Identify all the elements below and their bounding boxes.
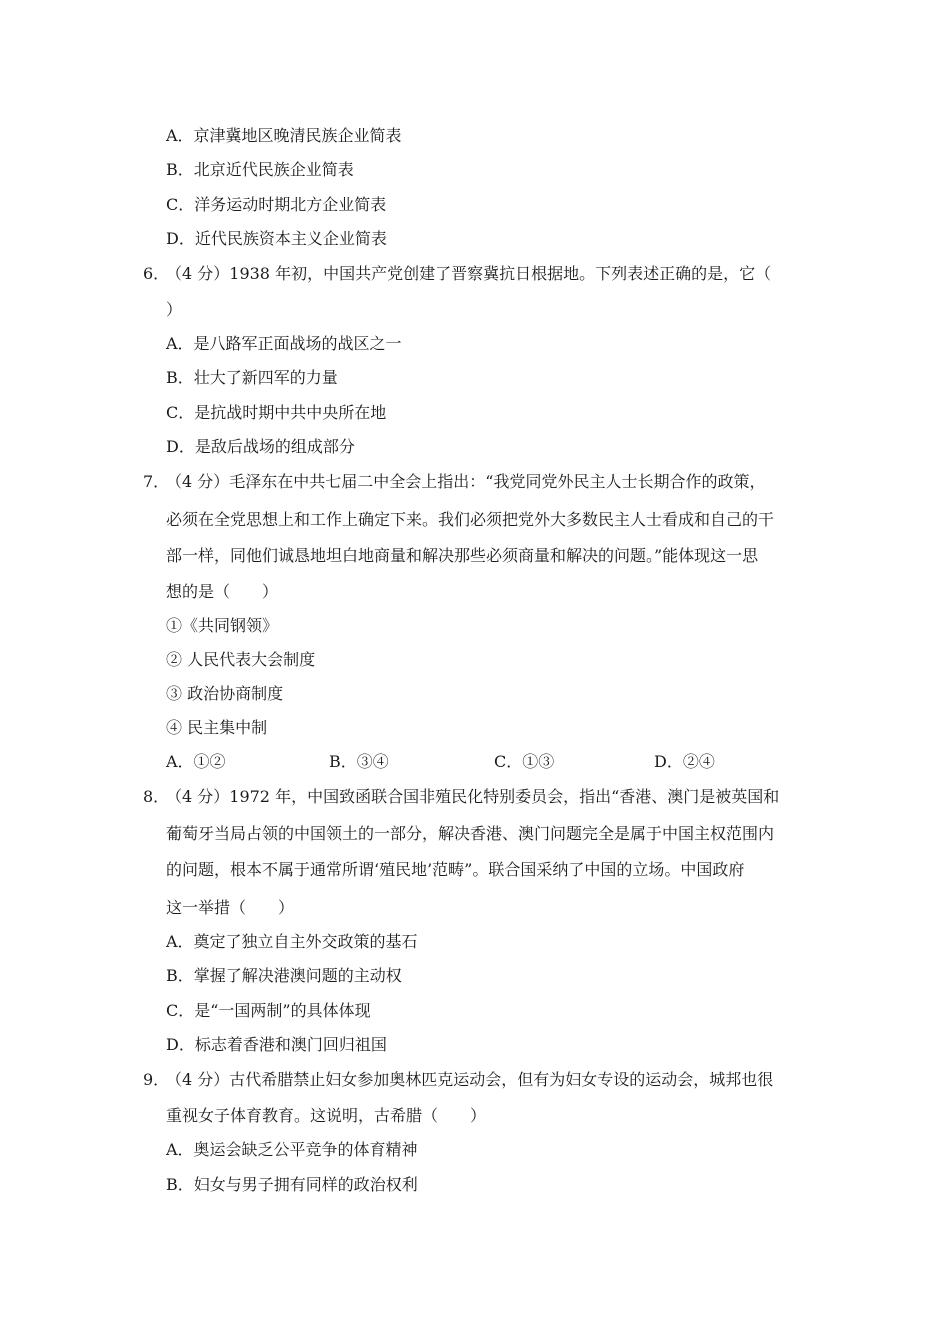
- q6-stem-line1: （4 分）1938 年初，中国共产党创建了晋察冀抗日根据地。下列表述正确的是，它（: [166, 264, 772, 283]
- q8-stem-line2: 葡萄牙当局占领的中国领土的一部分，解决香港、澳门问题完全是属于中国主权范围内: [166, 824, 775, 843]
- q8-stem-line1: （4 分）1972 年，中国致函联合国非殖民化特别委员会，指出“香港、澳门是被英国和: [166, 787, 780, 806]
- q7-stem-line4: 想的是（ ）: [166, 582, 279, 601]
- q7-item-2: ② 人民代表大会制度: [166, 650, 316, 669]
- q7-option-c: C．①③: [494, 752, 555, 771]
- q5-option-b: B．北京近代民族企业简表: [166, 160, 354, 179]
- q6-option-c: C．是抗战时期中共中央所在地: [166, 403, 387, 422]
- q8-number: 8．: [143, 787, 170, 806]
- q6-stem-line2: ）: [166, 300, 183, 319]
- q7-item-4: ④ 民主集中制: [166, 718, 268, 737]
- q9-stem-line1: （4 分）古代希腊禁止妇女参加奥林匹克运动会，但有为妇女专设的运动会，城邦也很: [166, 1070, 774, 1089]
- q7-number: 7．: [143, 472, 170, 491]
- q7-option-d: D．②④: [654, 752, 715, 771]
- q8-option-d: D．标志着香港和澳门回归祖国: [166, 1035, 387, 1054]
- q6-number: 6．: [143, 264, 170, 283]
- q9-option-a: A．奥运会缺乏公平竞争的体育精神: [166, 1140, 418, 1159]
- q8-stem-line4: 这一举措（ ）: [166, 898, 295, 917]
- q5-option-d: D．近代民族资本主义企业简表: [166, 229, 387, 248]
- q7-stem-line1: （4 分）毛泽东在中共七届二中全会上指出：“我党同党外民主人士长期合作的政策，: [166, 472, 766, 491]
- q7-option-b: B．③④: [329, 752, 389, 771]
- q8-option-a: A．奠定了独立自主外交政策的基石: [166, 932, 418, 951]
- q9-stem-line2: 重视女子体育教育。这说明，古希腊（ ）: [166, 1106, 487, 1125]
- q8-option-b: B．掌握了解决港澳问题的主动权: [166, 966, 402, 985]
- q7-item-3: ③ 政治协商制度: [166, 684, 284, 703]
- q8-option-c: C．是“一国两制”的具体体现: [166, 1001, 371, 1020]
- q7-option-a: A．①②: [166, 752, 226, 771]
- q9-option-b: B．妇女与男子拥有同样的政治权利: [166, 1175, 418, 1194]
- q6-option-a: A．是八路军正面战场的战区之一: [166, 334, 402, 353]
- q7-options-row: [0, 752, 950, 772]
- q7-item-1: ①《共同钢领》: [166, 616, 279, 635]
- q6-option-d: D．是敌后战场的组成部分: [166, 437, 355, 456]
- q7-stem-line2: 必须在全党思想上和工作上确定下来。我们必须把党外大多数民主人士看成和自己的干: [166, 510, 775, 529]
- q7-stem-line3: 部一样，同他们诚恳地坦白地商量和解决那些必须商量和解决的问题。”能体现这一思: [166, 546, 759, 565]
- q8-stem-line3: 的问题，根本不属于通常所谓‘殖民地’范畴”。联合国采纳了中国的立场。中国政府: [166, 860, 745, 879]
- q9-number: 9．: [143, 1070, 170, 1089]
- q5-option-a: A．京津冀地区晚清民族企业简表: [166, 126, 402, 145]
- q6-option-b: B．壮大了新四军的力量: [166, 368, 338, 387]
- q5-option-c: C．洋务运动时期北方企业简表: [166, 195, 387, 214]
